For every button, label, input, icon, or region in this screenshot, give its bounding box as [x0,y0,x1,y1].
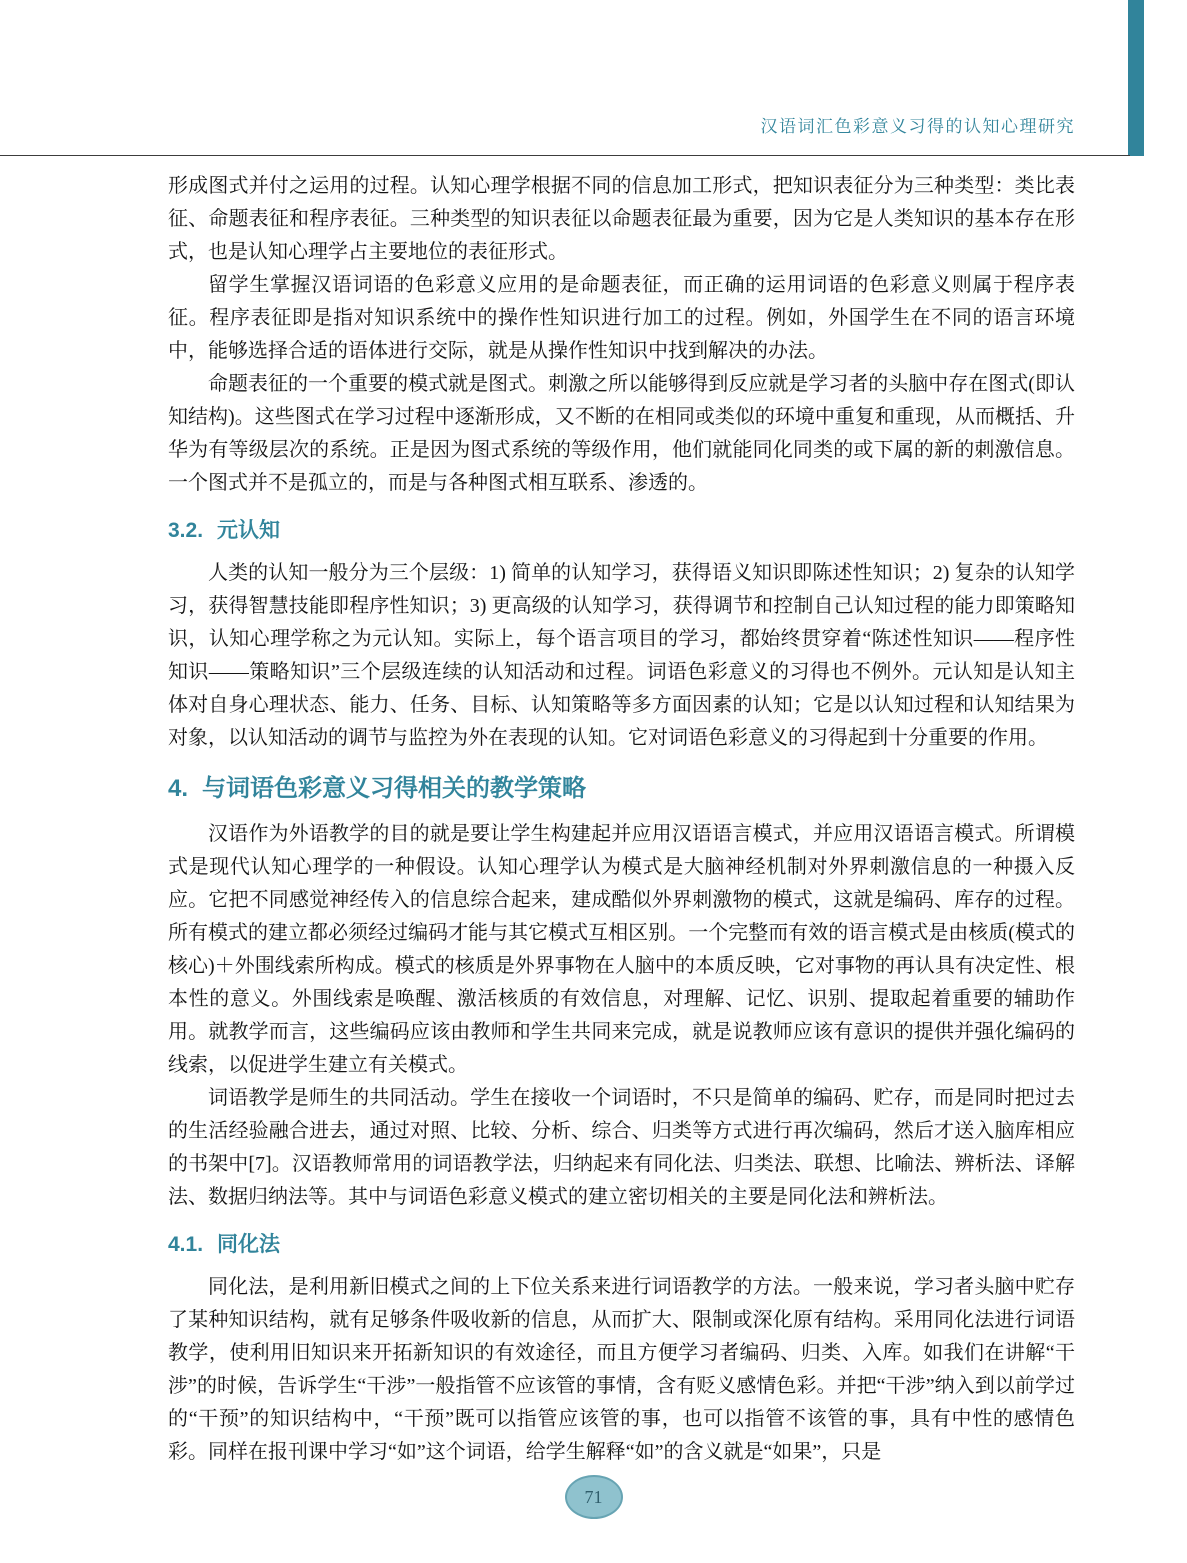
paragraph: 留学生掌握汉语词语的色彩意义应用的是命题表征，而正确的运用词语的色彩意义则属于程序表征。程序表征即是指对知识系统中的操作性知识进行加工的过程。例如，外国学生在不同的语言环境中，能够选择合适的语体进行交际，就是从操作性知识中找到解决的办法。 [168,274,1075,362]
section-number: 4.1. [168,1233,204,1256]
page-number: 71 [584,1486,603,1507]
section-heading-4 [168,773,1075,805]
section-number: 3.2. [168,519,204,542]
section-title: 与词语色彩意义习得相关的教学策略 [202,775,587,802]
paragraph-continuation: 形成图式并付之运用的过程。认知心理学根据不同的信息加工形式，把知识表征分为三种类型：类比表征、命题表征和程序表征。三种类型的知识表征以命题表征最为重要，因为它是人类知识的基本存在形式，也是认知心理学占主要地位的表征形式。 [168,175,1075,263]
header-rule [0,155,1130,156]
paragraph: 同化法，是利用新旧模式之间的上下位关系来进行词语教学的方法。一般来说，学习者头脑中贮存了某种知识结构，就有足够条件吸收新的信息，从而扩大、限制或深化原有结构。采用同化法进行词语教学，使利用旧知识来开拓新知识的有效途径，而且方便学习者编码、归类、入库。如我们在讲解“干涉”的时候，告诉学生“干涉”一般指管不应该管的事情，含有贬义感情色彩。并把“干涉”纳入到以前学过的“干预”的知识结构中，“干预”既可以指管应该管的事，也可以指管不该管的事，具有中性的感情色彩。同样在报刊课中学习“如”这个词语，给学生解释“如”的含义就是“如果”，只是 [168,1276,1075,1463]
section-heading-4-1 [168,1230,1075,1260]
paragraph: 命题表征的一个重要的模式就是图式。刺激之所以能够得到反应就是学习者的头脑中存在图式(即认知结构)。这些图式在学习过程中逐渐形成，又不断的在相同或类似的环境中重复和重现，从而概括、升华为有等级层次的系统。正是因为图式系统的等级作用，他们就能同化同类的或下属的新的刺激信息。一个图式并不是孤立的，而是与各种图式相互联系、渗透的。 [168,373,1075,494]
running-title: 汉语词汇色彩意义习得的认知心理研究 [760,117,1075,136]
page-body [168,170,1075,1469]
page-number-badge [565,1475,623,1519]
header-accent-bar [1128,0,1144,156]
paragraph: 人类的认知一般分为三个层级：1) 简单的认知学习，获得语义知识即陈述性知识；2) 复杂的认知学习，获得智慧技能即程序性知识；3) 更高级的认知学习，获得调节和控制自己认知过程的能力即策略知识，认知心理学称之为元认知。实际上，每个语言项目的学习，都始终贯穿着“陈述性知识——程序性知识——策略知识”三个层级连续的认知活动和过程。词语色彩意义的习得也不例外。元认知是认知主体对自身心理状态、能力、任务、目标、认知策略等多方面因素的认知；它是以认知过程和认知结果为对象，以认知活动的调节与监控为外在表现的认知。它对词语色彩意义的习得起到十分重要的作用。 [168,562,1075,749]
section-title: 同化法 [217,1233,281,1256]
section-number: 4. [168,775,189,802]
paragraph: 词语教学是师生的共同活动。学生在接收一个词语时，不只是简单的编码、贮存，而是同时把过去的生活经验融合进去，通过对照、比较、分析、综合、归类等方式进行再次编码，然后才送入脑库相应的书架中[7]。汉语教师常用的词语教学法，归纳起来有同化法、归类法、联想、比喻法、辨析法、译解法、数据归纳法等。其中与词语色彩意义模式的建立密切相关的主要是同化法和辨析法。 [168,1087,1075,1208]
section-heading-3-2 [168,516,1075,546]
section-title: 元认知 [217,519,281,542]
paragraph: 汉语作为外语教学的目的就是要让学生构建起并应用汉语语言模式，并应用汉语语言模式。所谓模式是现代认知心理学的一种假设。认知心理学认为模式是大脑神经机制对外界刺激信息的一种摄入反应。它把不同感觉神经传入的信息综合起来，建成酷似外界刺激物的模式，这就是编码、库存的过程。所有模式的建立都必须经过编码才能与其它模式互相区别。一个完整而有效的语言模式是由核质(模式的核心)＋外围线索所构成。模式的核质是外界事物在人脑中的本质反映，它对事物的再认具有决定性、根本性的意义。外围线索是唤醒、激活核质的有效信息，对理解、记忆、识别、提取起着重要的辅助作用。就教学而言，这些编码应该由教师和学生共同来完成，就是说教师应该有意识的提供并强化编码的线索，以促进学生建立有关模式。 [168,823,1075,1076]
